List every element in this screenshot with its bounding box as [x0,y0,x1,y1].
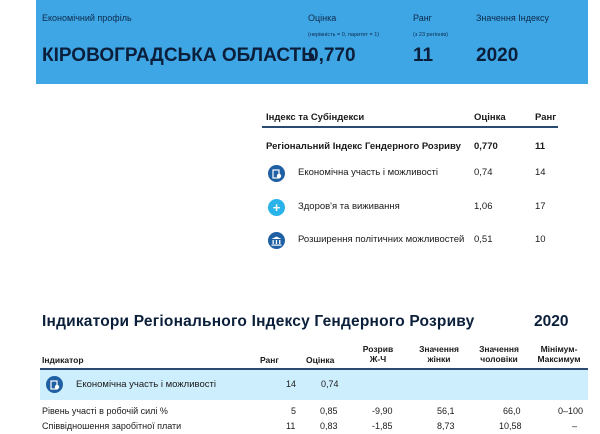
rank-note: (з 23 регіонів) [413,32,448,38]
profile-label: Економічний профіль [42,13,132,23]
indicators-title: Індикатори Регіонального Індексу Гендерного Розриву [42,313,475,330]
col-score: Оцінка [306,355,335,365]
subindex-economic-name: Економічна участь і можливості [298,167,438,178]
row-gap: -1,85 [372,421,393,431]
subindex-economic-rank: 14 [535,167,546,178]
economic-icon [268,165,285,182]
col-male-line2: чоловіки [480,354,518,364]
score-value: 0,770 [308,45,356,66]
subindex-political-score: 0,51 [474,234,493,245]
total-index-name: Регіональний Індекс Гендерного Розриву [266,141,461,152]
subindex-head-name: Індекс та Субіндекси [266,112,365,123]
section-name: Економічна участь і можливості [76,379,216,390]
health-cross-icon: + [268,199,285,216]
rank-value: 11 [413,45,434,66]
row-score: 0,83 [320,421,338,431]
col-male-line1: Значення [479,344,519,354]
col-minmax-line1: Мінімум- [540,344,578,354]
col-gap [358,344,398,364]
row-female: 56,1 [437,406,455,416]
row-rank: 11 [286,421,296,431]
total-index-rank: 11 [535,141,546,152]
subindex-head-rank: Ранг [535,112,557,123]
row-score: 0,85 [320,406,338,416]
year-value: 2020 [476,45,519,66]
subindex-table-header [262,104,558,128]
col-female-line2: жінки [427,354,451,364]
col-female-line1: Значення [419,344,459,354]
region-name: КІРОВОГРАДСЬКА ОБЛАСТЬ [42,45,315,66]
rank-label: Ранг [413,13,432,23]
political-building-icon [268,232,285,249]
indicators-table-header [40,340,588,370]
table-row [40,419,588,433]
col-minmax-line2: Максимум [537,354,581,364]
score-note: (нерівність = 0, паритет = 1) [308,32,380,38]
col-indicator: Індикатор [42,355,84,365]
subindex-political-rank: 10 [535,234,546,245]
subindex-political-name: Розширення політичних можливостей [298,234,465,245]
row-minmax: – [572,421,578,431]
table-row [40,404,588,418]
row-rank: 5 [291,406,297,416]
section-row-economic [40,370,588,400]
section-score: 0,74 [321,379,339,389]
indicators-year: 2020 [534,313,569,330]
row-male: 66,0 [503,406,521,416]
subindex-head-score: Оцінка [474,112,506,123]
col-male [472,344,526,364]
subindex-health-rank: 17 [535,201,546,212]
section-rank: 14 [286,379,297,389]
col-minmax [532,344,586,364]
col-female [414,344,464,364]
row-minmax: 0–100 [558,406,584,416]
row-name: Співвідношення заробітної плати [42,421,182,431]
row-name: Рівень участі в робочій силі % [42,406,168,416]
total-index-score: 0,770 [474,141,498,152]
row-gap: -9,90 [372,406,393,416]
subindex-health-name: Здоров'я та виживання [298,201,400,212]
profile-header [36,0,588,84]
row-female: 8,73 [437,421,455,431]
economic-icon [46,376,63,393]
subindex-health-score: 1,06 [474,201,493,212]
col-gap-line1: Розрив [362,344,394,354]
col-rank: Ранг [260,355,279,365]
row-male: 10,58 [499,421,522,431]
col-gap-line2: Ж-Ч [369,354,387,364]
score-label: Оцінка [308,13,337,23]
year-label: Значення Індексу [476,13,549,23]
subindex-economic-score: 0,74 [474,167,493,178]
